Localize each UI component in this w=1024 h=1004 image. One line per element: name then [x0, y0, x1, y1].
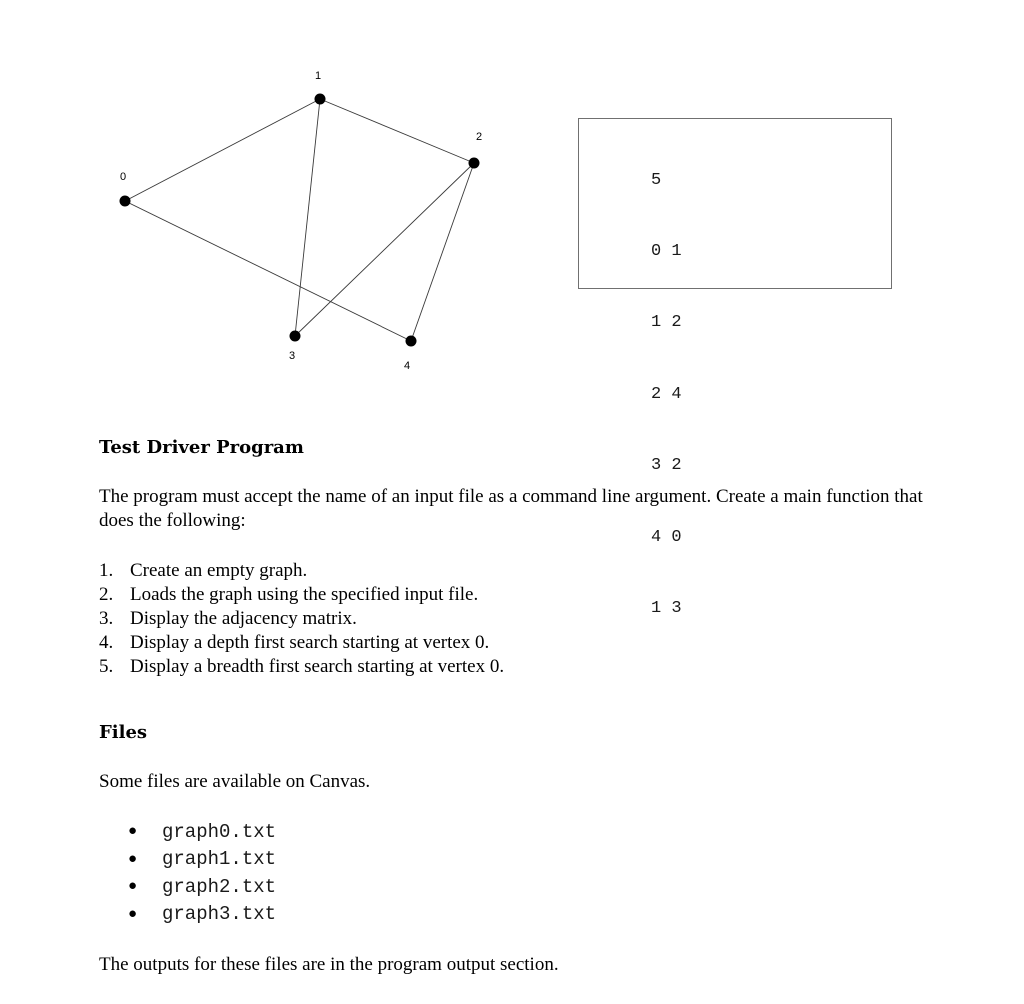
file-list-item	[128, 873, 276, 901]
step-item	[99, 655, 504, 679]
file-list-item	[128, 846, 276, 874]
graph-vertex-2	[469, 158, 480, 169]
graph-vertex-labels	[120, 70, 482, 372]
file-list-item	[128, 818, 276, 846]
graph-vertex-3	[290, 331, 301, 342]
step-text: Loads the graph using the specified input file.	[130, 584, 479, 605]
graph-figure	[0, 0, 560, 400]
graph-edge-1-3	[295, 99, 320, 336]
files-intro: Some files are available on Canvas.	[99, 771, 371, 792]
bullet-icon: ●	[128, 850, 138, 867]
step-number: 1.	[99, 560, 114, 581]
step-number: 4.	[99, 632, 114, 653]
input-file-line: 0 1	[651, 241, 682, 261]
graph-vertex-label-3: 3	[288, 350, 296, 362]
graph-vertex-1	[315, 94, 326, 105]
step-number: 2.	[99, 584, 114, 605]
graph-vertex-4	[406, 336, 417, 347]
input-file-line: 3 2	[651, 456, 682, 476]
files-list	[128, 818, 276, 928]
bullet-icon: ●	[128, 905, 138, 922]
step-text: Display a breadth first search starting at vertex 0.	[130, 656, 505, 677]
input-file-line: 4 0	[651, 527, 682, 547]
bullet-icon: ●	[128, 878, 138, 895]
file-name: graph3.txt	[162, 903, 277, 926]
step-number: 5.	[99, 656, 114, 677]
step-text: Display the adjacency matrix.	[130, 608, 357, 629]
step-item	[99, 583, 504, 607]
file-name: graph0.txt	[162, 820, 277, 843]
graph-vertex-label-4: 4	[403, 360, 411, 372]
file-list-item	[128, 901, 276, 929]
input-file-line: 1 3	[651, 598, 682, 618]
step-item	[99, 631, 504, 655]
step-text: Create an empty graph.	[130, 560, 308, 581]
step-item	[99, 559, 504, 583]
graph-vertex-label-1: 1	[314, 70, 322, 82]
graph-vertices	[120, 94, 483, 347]
section-heading-files: Files	[99, 722, 148, 743]
input-file-line: 1 2	[651, 313, 682, 333]
graph-edge-2-4	[411, 163, 474, 341]
graph-edge-4-0	[125, 201, 411, 341]
test-driver-intro: The program must accept the name of an input file as a command line argument. Create a main function that does the following:	[99, 486, 923, 531]
graph-vertex-0	[120, 196, 131, 207]
input-file-line: 5	[651, 170, 662, 190]
graph-edge-1-2	[320, 99, 474, 163]
files-outro: The outputs for these files are in the program output section.	[99, 954, 559, 975]
input-file-contents	[651, 121, 692, 668]
graph-edge-3-2	[295, 163, 474, 336]
section-heading-test-driver: Test Driver Program	[99, 437, 304, 458]
file-name: graph2.txt	[162, 875, 277, 898]
step-text: Display a depth first search starting at vertex 0.	[130, 632, 490, 653]
input-file-line: 2 4	[651, 384, 682, 404]
step-item	[99, 607, 504, 631]
bullet-icon: ●	[128, 823, 138, 840]
graph-edges	[125, 99, 474, 341]
input-file-box	[578, 118, 892, 618]
step-number: 3.	[99, 608, 114, 629]
steps-list	[99, 559, 504, 679]
file-name: graph1.txt	[162, 848, 277, 871]
graph-vertex-label-0: 0	[119, 171, 127, 183]
graph-vertex-label-2: 2	[475, 131, 483, 143]
graph-edge-0-1	[125, 99, 320, 201]
